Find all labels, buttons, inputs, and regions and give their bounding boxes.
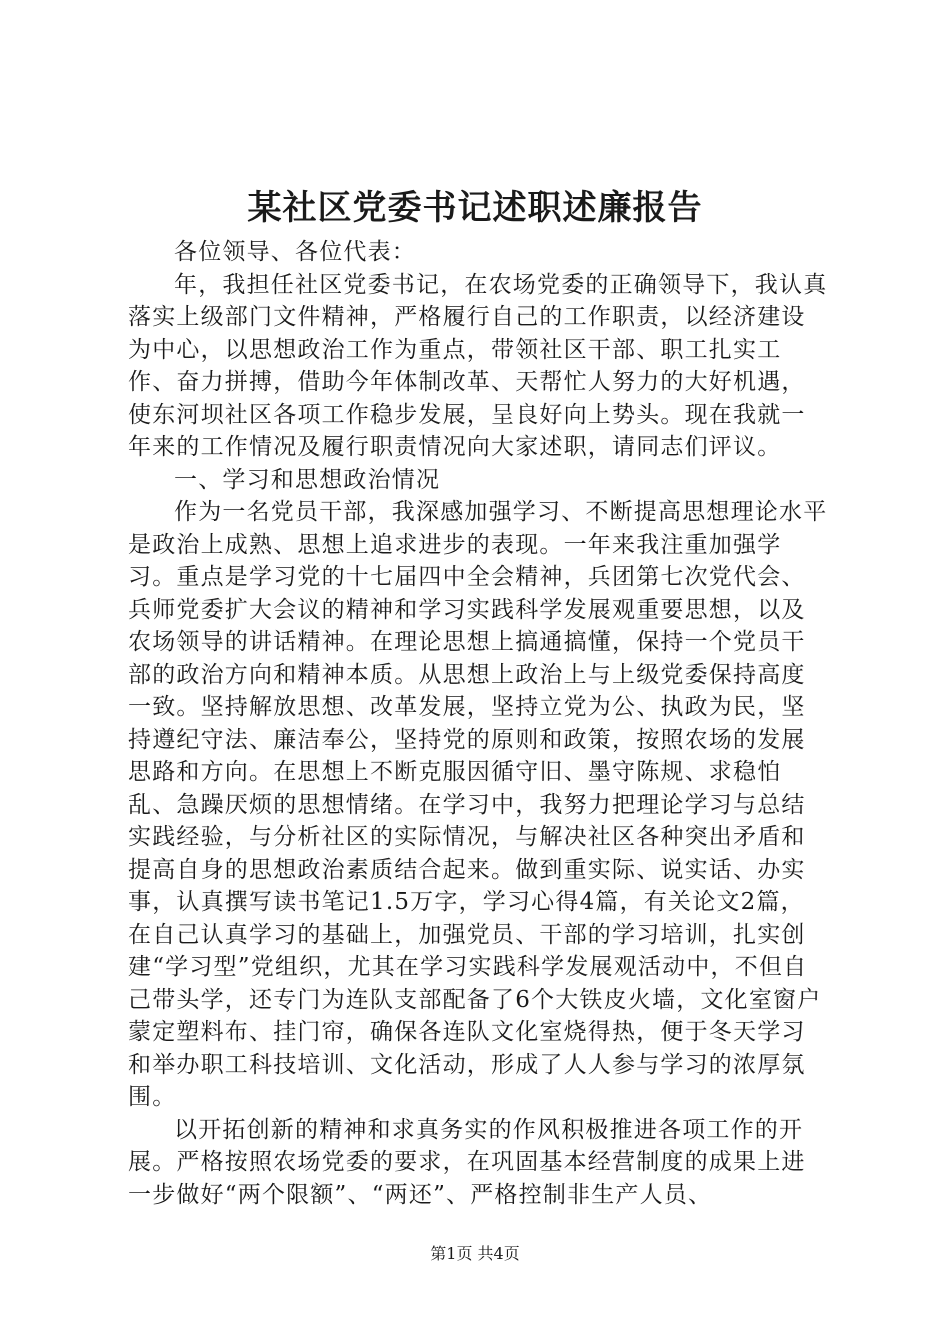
- body-paragraph: 作为一名党员干部，我深感加强学习、不断提高思想理论水平是政治上成熟、思想上追求进步的表现。一年来我注重加强学习。重点是学习党的十七届四中全会精神，兵团第七次党代会、兵师党委扩大会议的精神和学习实践科学发展观重要思想，以及农场领导的讲话精神。在理论思想上搞通搞懂，保持一个党员干部的政治方向和精神本质。从思想上政治上与上级党委保持高度一致。坚持解放思想、改革发展，坚持立党为公、执政为民，坚持遵纪守法、廉洁奉公，坚持党的原则和政策，按照农场的发展思路和方向。在思想上不断克服因循守旧、墨守陈规、求稳怕乱、急躁厌烦的思想情绪。在学习中，我努力把理论学习与总结实践经验，与分析社区的实际情况，与解决社区各种突出矛盾和提高自身的思想政治素质结合起来。做到重实际、说实话、办实事，认真撰写读书笔记1.5万字，学习心得4篇，有关论文2篇，在自己认真学习的基础上，加强党员、干部的学习培训，扎实创建“学习型”党组织，尤其在学习实践科学发展观活动中，不但自己带头学，还专门为连队支部配备了6个大铁皮火墙，文化室窗户蒙定塑料布、挂门帘，确保各连队文化室烧得热，便于冬天学习和举办职工科技培训、文化活动，形成了人人参与学习的浓厚氛围。: [128, 499, 828, 1110]
- intro-paragraph: 年，我担任社区党委书记，在农场党委的正确领导下，我认真落实上级部门文件精神，严格履行自己的工作职责，以经济建设为中心，以思想政治工作为重点，带领社区干部、职工扎实工作、奋力拼搏，借助今年体制改革、天帮忙人努力的大好机遇，使东河坝社区各项工作稳步发展，呈良好向上势头。现在我就一年来的工作情况及履行职责情况向大家述职，请同志们评议。: [128, 271, 828, 460]
- document-body: [128, 236, 828, 1211]
- document-title: 某社区党委书记述职述廉报告: [247, 188, 703, 228]
- salutation: 各位领导、各位代表：: [174, 239, 416, 265]
- page-number: 第1页 共4页: [430, 1244, 520, 1263]
- body-paragraph: 以开拓创新的精神和求真务实的作风积极推进各项工作的开展。严格按照农场党委的要求，在巩固基本经营制度的成果上进一步做好“两个限额”、“两还”、严格控制非生产人员、: [128, 1116, 806, 1208]
- section-heading: 一、学习和思想政治情况: [174, 466, 441, 493]
